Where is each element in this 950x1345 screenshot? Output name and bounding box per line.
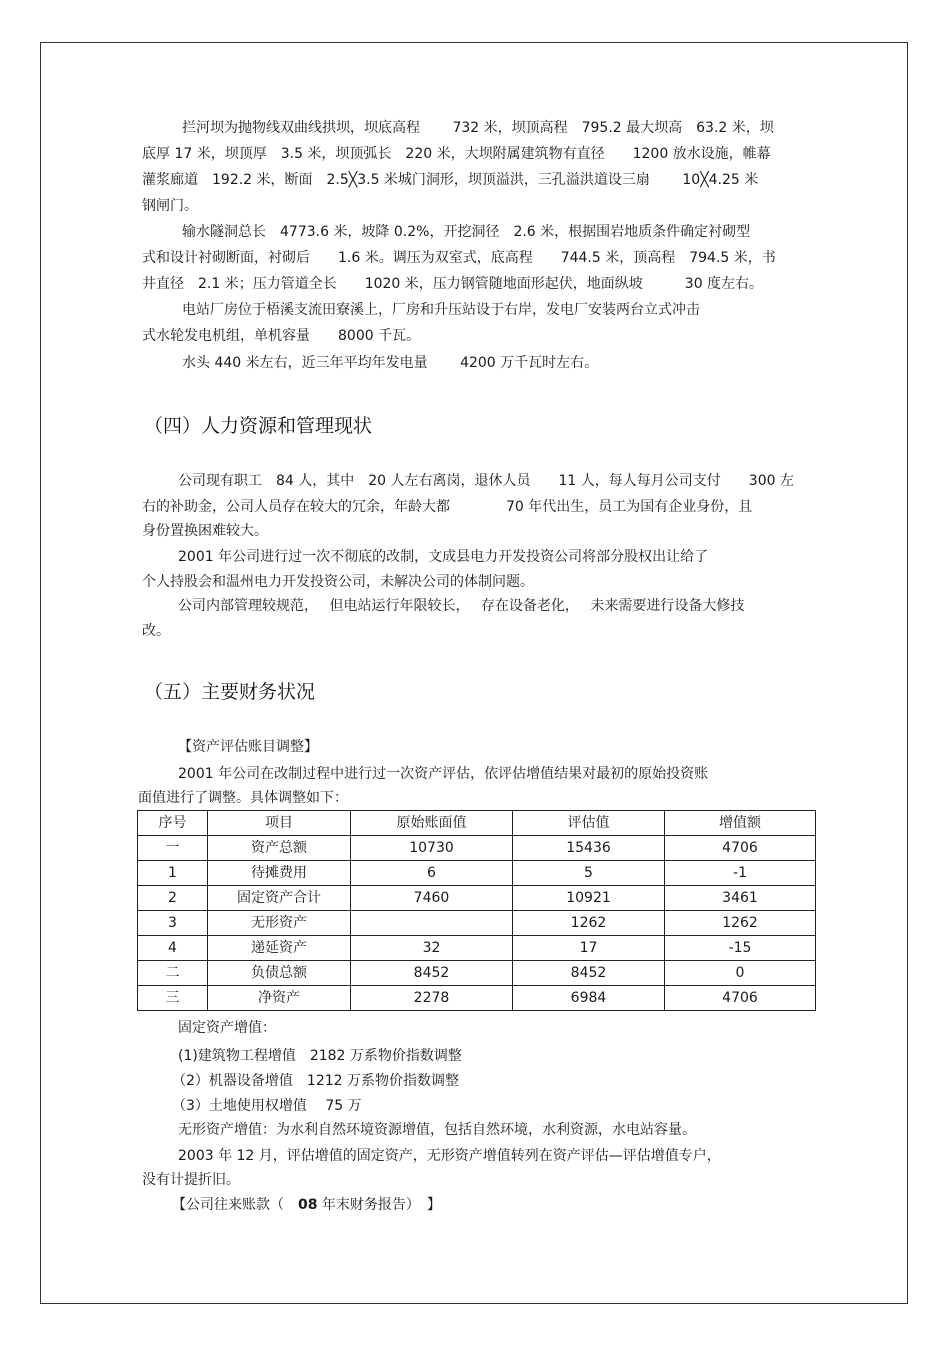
table-cell: 6984 — [513, 986, 665, 1011]
table-cell: 1 — [138, 861, 208, 886]
table-cell: 递延资产 — [208, 936, 351, 961]
table-cell: -1 — [665, 861, 816, 886]
table-cell: 7460 — [351, 886, 513, 911]
table-cell: 8452 — [351, 961, 513, 986]
reform-line-2: 个人持股会和温州电力开发投资公司，未解决公司的体制问题。 — [142, 574, 534, 590]
table-cell: 三 — [138, 986, 208, 1011]
table-cell: 2278 — [351, 986, 513, 1011]
hr-line-3: 身份置换困难较大。 — [142, 523, 268, 539]
plant-line-1: 电站厂房位于梧溪支流田寮溪上，厂房和升压站设于右岸，发电厂安装两台立式冲击 — [182, 302, 700, 318]
table-cell: 8452 — [513, 961, 665, 986]
table-row — [138, 861, 816, 886]
header-cell: 序号 — [138, 811, 208, 836]
table-cell: 6 — [351, 861, 513, 886]
y2003-line-1: 2003 年 12 月，评估增值的固定资产，无形资产增值转列在资产评估—评估增值专户， — [178, 1148, 721, 1164]
table-cell: 净资产 — [208, 986, 351, 1011]
section-5-heading: （五）主要财务状况 — [144, 681, 316, 703]
table-cell: 负债总额 — [208, 961, 351, 986]
asset-adjustment-table — [137, 810, 816, 1011]
header-cell: 项目 — [208, 811, 351, 836]
table-cell: 4 — [138, 936, 208, 961]
table-cell: 32 — [351, 936, 513, 961]
header-cell: 增值额 — [665, 811, 816, 836]
table-cell: 17 — [513, 936, 665, 961]
fixed-item-2: （2）机器设备增值 1212 万系物价指数调整 — [172, 1073, 459, 1089]
table-row — [138, 836, 816, 861]
table-cell: 15436 — [513, 836, 665, 861]
table-cell: 资产总额 — [208, 836, 351, 861]
table-cell: 5 — [513, 861, 665, 886]
table-header-row — [138, 811, 816, 836]
table-row — [138, 936, 816, 961]
dam-line-2: 底厚 17 米，坝顶厚 3.5 米，坝顶弧长 220 米，大坝附属建筑物有直径 1200 放水设施，帷幕 — [142, 146, 771, 162]
asset-intro-1: 2001 年公司在改制过程中进行过一次资产评估，依评估增值结果对最初的原始投资账 — [178, 766, 709, 782]
dam-line-3: 灌浆廊道 192.2 米，断面 2.5╳3.5 米城门洞形，坝顶溢洪，三孔溢洪道设三扇 10╳4.25 米 — [142, 172, 759, 188]
table-cell: 无形资产 — [208, 911, 351, 936]
accounts-year: 08 — [298, 1197, 318, 1213]
mgmt-line-2: 改。 — [142, 623, 170, 639]
table-cell: 固定资产合计 — [208, 886, 351, 911]
header-cell: 原始账面值 — [351, 811, 513, 836]
accounts-title — [172, 1195, 441, 1215]
hr-line-1: 公司现有职工 84 人，其中 20 人左右离岗，退休人员 11 人，每人每月公司支付 300 左 — [178, 473, 794, 489]
dam-line-4: 钢闸门。 — [142, 198, 198, 214]
table-cell: 二 — [138, 961, 208, 986]
asset-title: 【资产评估账目调整】 — [178, 739, 318, 755]
accounts-prefix: 【公司往来账款（ — [172, 1197, 298, 1213]
hr-line-2: 右的补助金，公司人员存在较大的冗余，年龄大都 70 年代出生，员工为国有企业身份，且 — [142, 499, 753, 515]
table-row — [138, 986, 816, 1011]
fixed-item-3: （3）土地使用权增值 75 万 — [172, 1098, 362, 1114]
tunnel-line-1: 输水隧洞总长 4773.6 米，坡降 0.2%，开挖洞径 2.6 米，根据围岩地质条件确定衬砌型 — [182, 224, 751, 240]
table-cell — [351, 911, 513, 936]
fixed-title: 固定资产增值： — [178, 1020, 276, 1036]
section-4-heading: （四）人力资源和管理现状 — [144, 415, 373, 437]
plant-line-2: 式水轮发电机组，单机容量 8000 千瓦。 — [142, 328, 421, 344]
table-cell: 4706 — [665, 986, 816, 1011]
table-cell: 待摊费用 — [208, 861, 351, 886]
table-cell: 4706 — [665, 836, 816, 861]
asset-intro-2: 面值进行了调整。具体调整如下： — [138, 790, 348, 806]
intangible-line: 无形资产增值：为水利自然环境资源增值，包括自然环境，水利资源，水电站容量。 — [178, 1122, 696, 1138]
accounts-suffix: 年末财务报告） 】 — [317, 1197, 441, 1213]
table-cell: 0 — [665, 961, 816, 986]
y2003-line-2: 没有计提折旧。 — [142, 1172, 240, 1188]
header-cell: 评估值 — [513, 811, 665, 836]
table-cell: 10730 — [351, 836, 513, 861]
table-cell: -15 — [665, 936, 816, 961]
table-cell: 10921 — [513, 886, 665, 911]
table-row — [138, 911, 816, 936]
table-cell: 1262 — [513, 911, 665, 936]
dam-line-1: 拦河坝为抛物线双曲线拱坝，坝底高程 732 米，坝顶高程 795.2 最大坝高 63.2 米，坝 — [182, 120, 774, 136]
table-cell: 一 — [138, 836, 208, 861]
fixed-item-1: (1)建筑物工程增值 2182 万系物价指数调整 — [178, 1048, 462, 1064]
mgmt-line-1: 公司内部管理较规范， 但电站运行年限较长， 存在设备老化， 未来需要进行设备大修技 — [178, 598, 745, 614]
tunnel-line-3: 井直径 2.1 米；压力管道全长 1020 米，压力钢管随地面形起伏，地面纵坡 30 度左右。 — [142, 276, 764, 292]
table-row — [138, 886, 816, 911]
reform-line-1: 2001 年公司进行过一次不彻底的改制，文成县电力开发投资公司将部分股权出让给了 — [178, 549, 709, 565]
head-line: 水头 440 米左右，近三年平均年发电量 4200 万千瓦时左右。 — [182, 355, 599, 371]
tunnel-line-2: 式和设计衬砌断面，衬砌后 1.6 米。调压为双室式，底高程 744.5 米，顶高程 794.5 米，书 — [142, 250, 776, 266]
table-cell: 1262 — [665, 911, 816, 936]
table-cell: 2 — [138, 886, 208, 911]
table-row — [138, 961, 816, 986]
table-cell: 3 — [138, 911, 208, 936]
table-cell: 3461 — [665, 886, 816, 911]
